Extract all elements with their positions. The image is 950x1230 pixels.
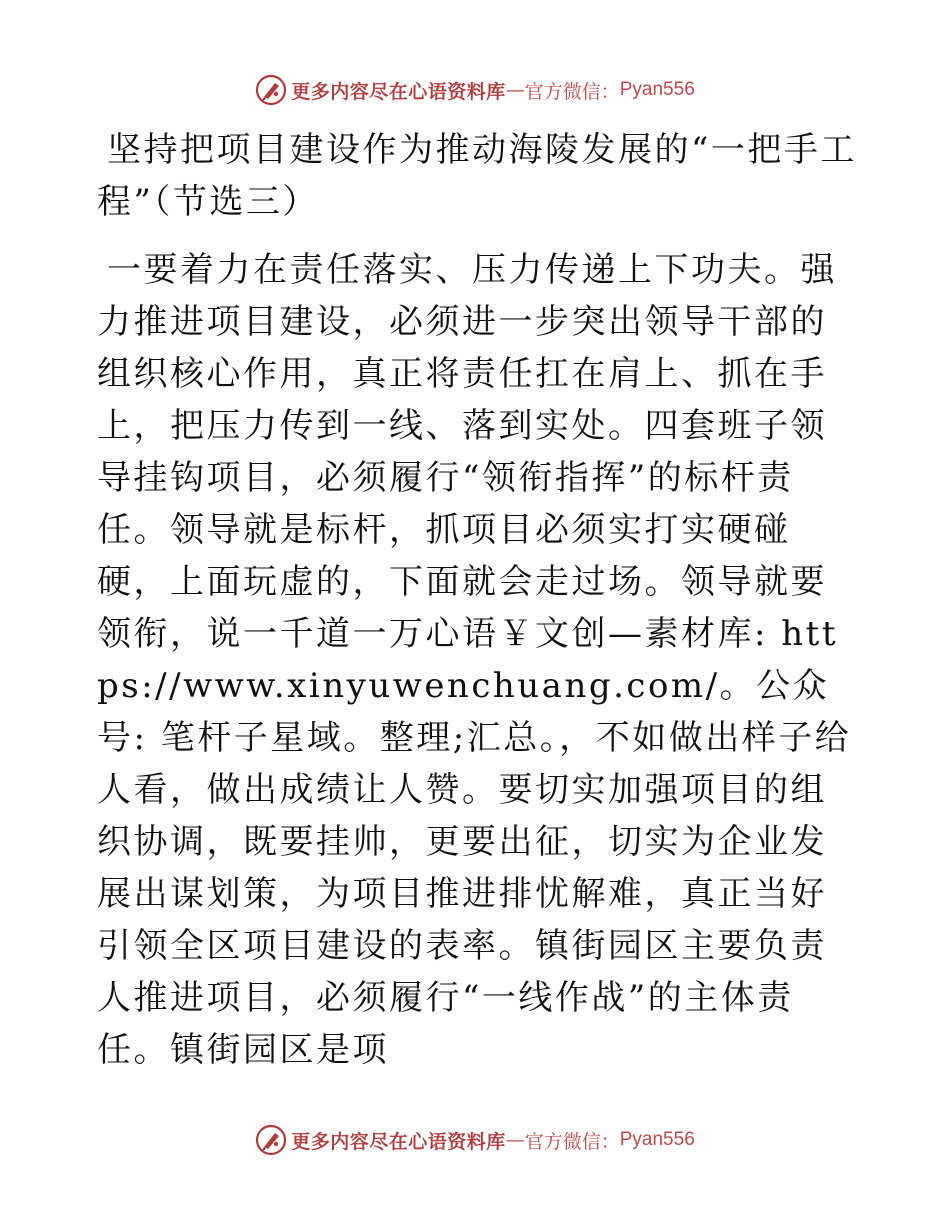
watermark-contact-id: Pyan556 [619,79,695,100]
watermark-contact-id: Pyan556 [619,1129,695,1150]
document-title: 坚持把项目建设作为推动海陵发展的“一把手工程”（节选三） [97,130,857,222]
footer-watermark [0,1120,950,1160]
document-paragraph: 一要着力在责任落实、压力传递上下功夫。强力推进项目建设，必须进一步突出领导干部的组织核心作用，真正将责任扛在肩上、抓在手上，把压力传到一线、落到实处。四套班子领导挂钩项目，必须履行“领衔指挥”的标杆责任。领导就是标杆，抓项目必须实打实硬碰硬，上面玩虚的，下面就会走过场。领导就要领衔，说一千道一万心语￥文创—素材库: https://www.xinyuwenchuang.com/。公众号: 笔杆子星域。整理;汇总。，不如做出样子给人看，做出成绩让人赞。要切实加强项目的组织协调，既要挂帅，更要出征，切实为企业发展出谋划策，为项目推进排忧解难，真正当好引领全区项目建设的表率。镇街园区主要负责人推进项目，必须履行“一线作战”的主体责任。镇街园区是项 [97,250,852,1070]
watermark-text: 更多内容尽在心语资料库 [291,80,506,103]
watermark-text: 更多内容尽在心语资料库 [291,1130,506,1153]
watermark-separator: — [505,1129,525,1151]
quill-pen-logo-icon [255,1124,287,1156]
watermark-contact-label: 官方微信： [524,80,620,103]
header-watermark [0,70,950,110]
watermark-separator: — [505,79,525,101]
watermark-contact-label: 官方微信： [524,1130,620,1153]
document-body [97,124,857,1076]
quill-pen-logo-icon [255,74,287,106]
